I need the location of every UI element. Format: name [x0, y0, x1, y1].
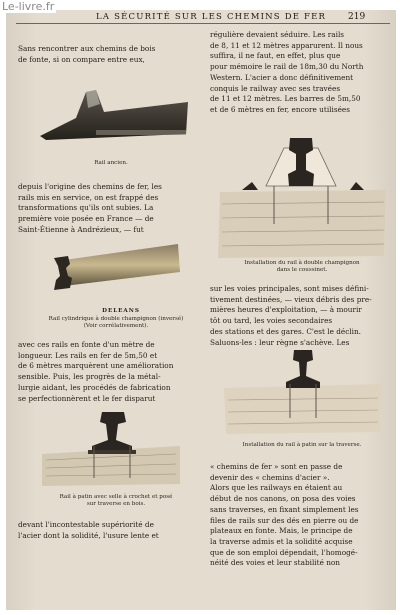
caption-coussinet: Installation du rail à double champignon dans le coussinet. — [244, 260, 360, 273]
caption-deleans: DELEANS — [102, 308, 140, 314]
book-page — [6, 10, 396, 610]
right-paragraph-3: « chemins de fer » sont en passe de devenir des « chemins d'acier ». Alors que les railways en étaient au début de nos canons, on posa des voies sans traverses, en fixant simplement les files de rails sur des dés en pierre ou de plateaux en fonte. Mais, le principe de la traverse admis et la solidité acquise que de son emploi dépendait, l'homogé- néité des voies et leur stabilité non — [210, 462, 359, 568]
caption-patin: Installation du rail à patin sur la traverse. — [242, 442, 362, 448]
caption-double-champignon: Rail cylindrique à double champignon (inversé) (Voir corrélativement). — [48, 316, 184, 329]
figure-coussinet — [214, 132, 390, 260]
header-rule — [16, 23, 390, 24]
left-paragraph-4: devant l'incontestable supériorité de l'acier dont la solidité, l'usure lente et — [18, 520, 159, 540]
page-number: 219 — [348, 12, 366, 22]
figure-rail-patin — [220, 348, 386, 436]
running-title: LA SÉCURITÉ SUR LES CHEMINS DE FER — [96, 12, 327, 22]
right-paragraph-2: sur les voies principales, sont mises défini- tivement destinées, — vieux débris des pre- mières heures d'exploitation, — à mourir tôt ou tard, les voies secondaires des stations et des gares. C'est le déclin. Saluons-les : leur règne s'achève. Les — [210, 284, 372, 347]
caption-rail-ancien: Rail ancien. — [94, 160, 128, 166]
figure-rail-ancien — [26, 82, 196, 154]
left-paragraph-2: depuis l'origine des chemins de fer, les rails mis en service, on est frappé des transformations qu'ils ont subies. La première voie posée en France — de Saint-Étienne à Andrézieux, — fut — [18, 182, 162, 234]
left-paragraph-1: Sans rencontrer aux chemins de bois de fonte, si on compare entre eux, — [18, 44, 156, 64]
watermark-label: Le-livre.fr — [2, 0, 55, 13]
left-paragraph-3: avec ces rails en fonte d'un mètre de longueur. Les rails en fer de 5m,50 et de 6 mètres marquèrent une amélioration sensible. Puis, les progrès de la métal- lurgie aidant, les procédés de fabrication se perfectionnèrent et le fer disparut — [18, 340, 174, 403]
right-paragraph-1: régulière devaient séduire. Les rails de 8, 11 et 12 mètres apparurent. Il nous suffira, il ne faut, en effet, plus que pour mémoire le rail de 18m,30 du North Western. L'acier a donc définitivement conquis le railway avec ses travées de 11 et 12 mètres. Les barres de 5m,50 et de 6 mètres en fer, encore utilisées — [210, 30, 364, 114]
figure-rail-vignole — [36, 408, 186, 488]
caption-rail-vignole: Rail à patin avec selle à crochet et posé sur traverse en bois. — [59, 494, 173, 507]
figure-rail-double-champignon — [46, 238, 186, 304]
